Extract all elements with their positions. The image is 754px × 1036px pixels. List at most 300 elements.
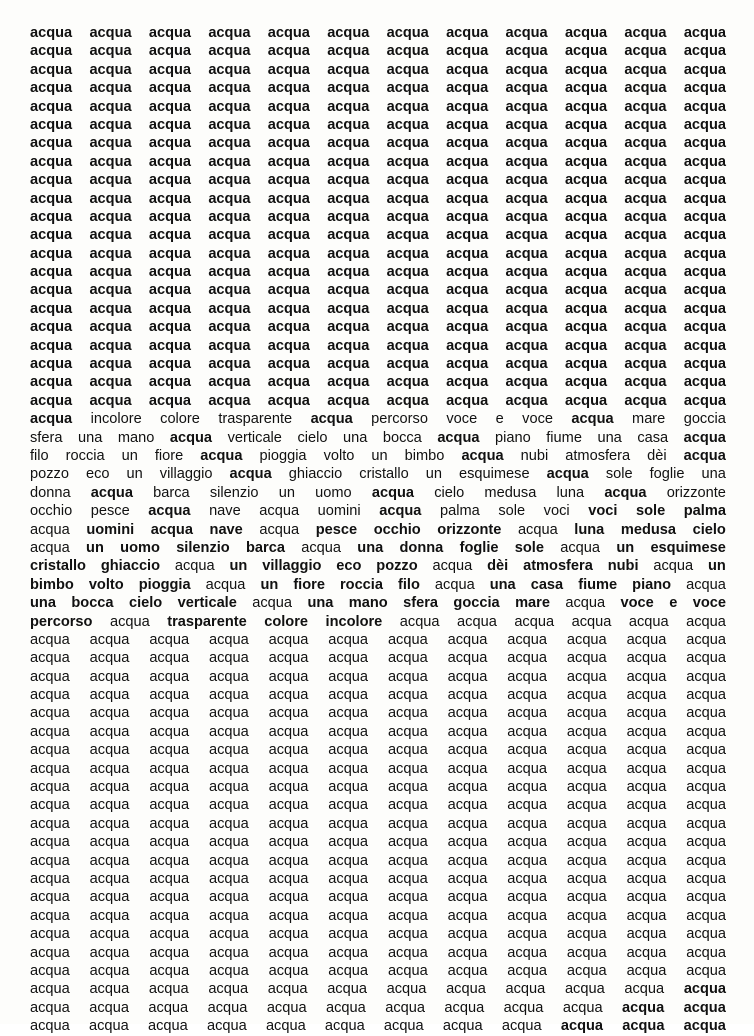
poem-word: acqua	[447, 687, 488, 704]
poem-word: acqua	[326, 999, 366, 1016]
poem-line	[30, 594, 726, 612]
poem-word: acqua	[89, 135, 132, 152]
poem-word: palma	[683, 503, 726, 520]
poem-word: acqua	[626, 852, 667, 869]
poem-word: acqua	[507, 870, 548, 887]
poem-word: nave	[209, 503, 241, 520]
poem-word: fiore	[154, 447, 184, 464]
poem-word: acqua	[89, 705, 130, 722]
poem-word: acqua	[89, 889, 130, 906]
poem-word: acqua	[507, 926, 548, 943]
poem-word: acqua	[174, 558, 215, 575]
poem-word: acqua	[148, 981, 189, 998]
poem-word: acqua	[30, 852, 70, 869]
poem-word: acqua	[89, 907, 130, 924]
poem-word: sole	[498, 503, 526, 520]
poem-word: acqua	[148, 135, 192, 152]
poem-word: acqua	[265, 1018, 306, 1035]
poem-word: una	[357, 539, 384, 556]
poem-word: acqua	[686, 944, 726, 961]
poem-word: acqua	[564, 282, 608, 299]
poem-word: acqua	[686, 797, 726, 814]
poem-word: acqua	[560, 1018, 604, 1035]
poem-word: acqua	[30, 962, 70, 979]
poem-line	[30, 704, 726, 722]
poem-word: eco	[85, 466, 110, 483]
poem-word: acqua	[149, 962, 190, 979]
poem-word: acqua	[148, 319, 192, 336]
poem-word: acqua	[89, 153, 132, 170]
poem-word: acqua	[446, 43, 489, 60]
poem-word: cielo	[434, 484, 465, 501]
poem-word: acqua	[89, 319, 132, 336]
poem-word: acqua	[208, 870, 249, 887]
poem-word: acqua	[683, 135, 726, 152]
poem-word: acqua	[505, 135, 548, 152]
poem-word: acqua	[208, 631, 249, 648]
poem-word: acqua	[324, 1018, 365, 1035]
poem-line	[30, 337, 726, 355]
poem-word: acqua	[327, 981, 367, 998]
poem-word: acqua	[447, 797, 488, 814]
poem-word: acqua	[447, 834, 488, 851]
poem-word: acqua	[268, 631, 309, 648]
poem-word: acqua	[148, 392, 192, 409]
poem-word: acqua	[505, 43, 548, 60]
poem-word: acqua	[148, 98, 192, 115]
poem-word: acqua	[208, 282, 251, 299]
poem-word: acqua	[200, 447, 243, 464]
poem-word: acqua	[208, 356, 251, 373]
poem-word: acqua	[626, 650, 667, 667]
poem-word: acqua	[683, 172, 726, 189]
poem-word: acqua	[89, 742, 130, 759]
poem-word: acqua	[327, 190, 370, 207]
poem-line	[30, 980, 726, 998]
poem-line	[30, 134, 726, 152]
poem-line	[30, 907, 726, 925]
poem-word: acqua	[386, 190, 429, 207]
poem-word: esquimese	[650, 539, 726, 556]
poem-word: acqua	[208, 650, 249, 667]
poem-word: acqua	[148, 503, 191, 520]
poem-word: acqua	[148, 61, 192, 78]
poem-word: acqua	[30, 374, 73, 391]
poem-word: acqua	[148, 999, 189, 1016]
poem-line	[30, 42, 726, 60]
poem-word: acqua	[626, 779, 667, 796]
poem-word: ghiaccio	[288, 466, 343, 483]
poem-word: acqua	[566, 668, 607, 685]
poem-line	[30, 24, 726, 42]
poem-word: acqua	[387, 742, 428, 759]
poem-word: acqua	[208, 227, 251, 244]
poem-word: acqua	[446, 116, 489, 133]
poem-word: acqua	[30, 779, 70, 796]
poem-word: acqua	[268, 705, 309, 722]
poem-word: acqua	[624, 245, 667, 262]
poem-word: acqua	[686, 834, 726, 851]
poem-word: acqua	[327, 319, 370, 336]
poem-word: acqua	[628, 613, 669, 630]
poem-word: acqua	[267, 374, 310, 391]
poem-word: acqua	[89, 282, 132, 299]
poem-word: acqua	[149, 907, 190, 924]
poem-word: voce	[522, 411, 553, 428]
poem-word: medusa	[484, 484, 537, 501]
poem-word: acqua	[624, 116, 667, 133]
poem-word: acqua	[386, 319, 429, 336]
poem-word: acqua	[328, 779, 369, 796]
poem-line	[30, 447, 726, 465]
poem-word: mare	[632, 411, 666, 428]
poem-word: acqua	[686, 613, 726, 630]
poem-word: acqua	[683, 43, 726, 60]
poem-word: acqua	[268, 815, 309, 832]
poem-word: acqua	[327, 98, 370, 115]
poem-word: acqua	[686, 723, 726, 740]
poem-word: acqua	[89, 190, 132, 207]
poem-word: acqua	[447, 705, 488, 722]
poem-word: acqua	[387, 962, 428, 979]
poem-word: acqua	[208, 944, 249, 961]
poem-word: acqua	[30, 944, 70, 961]
poem-word: casa	[637, 429, 669, 446]
poem-word: acqua	[267, 300, 310, 317]
poem-word: acqua	[624, 80, 667, 97]
poem-word: acqua	[386, 208, 429, 225]
poem-word: acqua	[387, 944, 428, 961]
poem-word: acqua	[149, 742, 190, 759]
poem-line	[30, 944, 726, 962]
poem-word: acqua	[30, 870, 70, 887]
poem-word: acqua	[89, 25, 132, 41]
poem-word: acqua	[386, 356, 429, 373]
poem-word: fiume	[578, 576, 618, 593]
poem-word: acqua	[683, 190, 726, 207]
poem-word: acqua	[566, 705, 607, 722]
poem-word: acqua	[626, 926, 667, 943]
poem-word: acqua	[446, 25, 489, 41]
poem-word: acqua	[327, 172, 370, 189]
poem-line	[30, 760, 726, 778]
poem-word: foglie	[459, 539, 499, 556]
poem-word: acqua	[30, 135, 73, 152]
poem-word: acqua	[566, 650, 607, 667]
poem-word: acqua	[327, 282, 370, 299]
poem-word: acqua	[683, 282, 726, 299]
poem-line	[30, 190, 726, 208]
poem-line	[30, 263, 726, 281]
poem-word: acqua	[505, 392, 548, 409]
poem-word: acqua	[208, 25, 251, 41]
poem-word: acqua	[683, 356, 726, 373]
poem-line	[30, 429, 726, 447]
poem-word: acqua	[507, 907, 548, 924]
poem-word: acqua	[30, 61, 73, 78]
poem-word: acqua	[683, 98, 726, 115]
poem-word: fiume	[546, 429, 582, 446]
poem-word: acqua	[447, 668, 488, 685]
poem-word: percorso	[30, 613, 93, 630]
poem-word: acqua	[387, 926, 428, 943]
poem-word: acqua	[89, 43, 132, 60]
poem-word: acqua	[507, 705, 548, 722]
poem-word: acqua	[446, 208, 489, 225]
poem-line	[30, 355, 726, 373]
poem-word: e	[669, 595, 678, 612]
poem-word: trasparente	[167, 613, 247, 630]
poem-word: villaggio	[159, 466, 213, 483]
poem-word: acqua	[268, 870, 309, 887]
poem-word: acqua	[387, 797, 428, 814]
poem-word: acqua	[386, 392, 429, 409]
poem-word: acqua	[328, 668, 369, 685]
poem-word: acqua	[446, 227, 489, 244]
poem-word: donna	[30, 484, 71, 501]
poem-word: sole	[605, 466, 633, 483]
poem-word: acqua	[327, 356, 370, 373]
poem-word: acqua	[507, 742, 548, 759]
poem-word: acqua	[507, 723, 548, 740]
poem-word: una	[701, 466, 726, 483]
poem-word: acqua	[624, 319, 667, 336]
poem-word: acqua	[399, 613, 440, 630]
poem-line	[30, 171, 726, 189]
poem-word: acqua	[564, 319, 608, 336]
poem-word: acqua	[30, 760, 70, 777]
poem-word: acqua	[89, 245, 132, 262]
poem-word: acqua	[229, 466, 272, 483]
poem-word: acqua	[30, 264, 73, 281]
poem-word: acqua	[30, 245, 73, 262]
poem-word: acqua	[327, 208, 370, 225]
poem-word: acqua	[89, 227, 132, 244]
poem-line	[30, 484, 726, 502]
poem-word: acqua	[208, 245, 251, 262]
poem-word: acqua	[268, 760, 309, 777]
poem-word: acqua	[208, 153, 251, 170]
poem-word: eco	[336, 558, 362, 575]
poem-word: silenzio	[176, 539, 230, 556]
poem-word: un	[121, 447, 138, 464]
poem-word: piano	[632, 576, 672, 593]
poem-word: acqua	[447, 889, 488, 906]
poem-word: acqua	[89, 926, 130, 943]
poem-word: acqua	[208, 61, 251, 78]
poem-word: pesce	[90, 503, 130, 520]
poem-word: sole	[514, 539, 544, 556]
poem-word: acqua	[327, 264, 370, 281]
poem-word: acqua	[89, 650, 130, 667]
poem-word: acqua	[566, 926, 607, 943]
poem-word: acqua	[327, 337, 370, 354]
poem-word: acqua	[387, 760, 428, 777]
poem-word: acqua	[208, 907, 249, 924]
poem-word: acqua	[564, 98, 608, 115]
poem-word: acqua	[571, 411, 614, 428]
poem-word: acqua	[457, 613, 497, 630]
poem-word: acqua	[686, 779, 726, 796]
poem-word: acqua	[327, 374, 370, 391]
poem-word: acqua	[208, 834, 249, 851]
poem-word: acqua	[149, 852, 190, 869]
poem-word: acqua	[387, 668, 428, 685]
poem-word: acqua	[327, 116, 370, 133]
poem-word: acqua	[267, 116, 310, 133]
poem-word: acqua	[447, 631, 488, 648]
poem-word: acqua	[327, 392, 370, 409]
poem-word: acqua	[328, 907, 369, 924]
poem-word: acqua	[505, 208, 548, 225]
poem-word: acqua	[328, 834, 369, 851]
poem-word: acqua	[301, 539, 341, 556]
poem-word: acqua	[89, 337, 132, 354]
poem-word: un	[229, 558, 248, 575]
poem-word: acqua	[267, 337, 310, 354]
poem-line	[30, 373, 726, 391]
poem-word: acqua	[268, 797, 309, 814]
poem-word: acqua	[507, 687, 548, 704]
poem-word: acqua	[89, 723, 130, 740]
poem-word: acqua	[564, 356, 608, 373]
poem-word: acqua	[447, 852, 488, 869]
poem-word: fiore	[293, 576, 325, 593]
poem-word: acqua	[30, 190, 73, 207]
poem-word: acqua	[148, 356, 192, 373]
poem-word: acqua	[267, 25, 310, 41]
poem-word: nubi	[607, 558, 639, 575]
poem-word: acqua	[564, 374, 608, 391]
poem-word: acqua	[89, 999, 129, 1016]
poem-line	[30, 888, 726, 906]
poem-line	[30, 116, 726, 134]
poem-word: acqua	[686, 631, 726, 648]
poem-word: uomo	[315, 484, 352, 501]
poem-word: acqua	[505, 25, 548, 41]
poem-word: cielo	[297, 429, 328, 446]
poem-word: barca	[153, 484, 190, 501]
poem-line	[30, 521, 726, 539]
poem-word: acqua	[268, 834, 309, 851]
poem-word: acqua	[328, 760, 369, 777]
poem-word: acqua	[566, 962, 607, 979]
poem-word: acqua	[505, 61, 548, 78]
poem-word: dèi	[647, 447, 667, 464]
poem-word: acqua	[571, 613, 612, 630]
poem-word: acqua	[626, 631, 667, 648]
poem-word: acqua	[150, 521, 193, 538]
poem-word: acqua	[686, 889, 726, 906]
poem-word: acqua	[503, 999, 544, 1016]
poem-word: acqua	[328, 723, 369, 740]
poem-word: acqua	[30, 650, 70, 667]
poem-word: acqua	[327, 227, 370, 244]
poem-word: acqua	[328, 870, 369, 887]
poem-word: acqua	[683, 374, 726, 391]
poem-word: acqua	[686, 576, 726, 593]
poem-word: acqua	[208, 264, 251, 281]
poem-word: acqua	[505, 374, 548, 391]
poem-word: acqua	[328, 687, 369, 704]
poem-word: acqua	[442, 1018, 483, 1035]
poem-line	[30, 98, 726, 116]
poem-word: acqua	[626, 797, 667, 814]
poem-word: cielo	[128, 595, 163, 612]
poem-line	[30, 723, 726, 741]
poem-word: acqua	[686, 705, 726, 722]
poem-word: acqua	[387, 631, 428, 648]
poem-word: acqua	[505, 356, 548, 373]
poem-word: acqua	[624, 172, 667, 189]
poem-word: un	[278, 484, 295, 501]
poem-line	[30, 613, 726, 631]
poem-word: acqua	[327, 80, 370, 97]
poem-word: acqua	[208, 43, 251, 60]
poem-word: acqua	[208, 190, 251, 207]
poem-word: acqua	[386, 374, 429, 391]
poem-word: una	[30, 595, 56, 612]
poem-word: acqua	[268, 723, 309, 740]
poem-word: acqua	[89, 944, 130, 961]
poem-word: donna	[399, 539, 444, 556]
poem-word: acqua	[252, 595, 293, 612]
poem-word: acqua	[447, 944, 488, 961]
poem-word: acqua	[566, 815, 607, 832]
poem-word: acqua	[564, 153, 608, 170]
poem-word: acqua	[30, 43, 73, 60]
poem-word: acqua	[327, 153, 370, 170]
poem-word: acqua	[446, 282, 489, 299]
poem-line	[30, 61, 726, 79]
poem-word: acqua	[267, 80, 310, 97]
poem-word: acqua	[148, 25, 192, 41]
poem-word: occhio	[30, 503, 73, 520]
poem-word: acqua	[387, 834, 428, 851]
poem-word: acqua	[89, 80, 132, 97]
poem-word: acqua	[268, 687, 309, 704]
poem-word: un	[371, 447, 388, 464]
poem-word: acqua	[148, 337, 192, 354]
poem-word: acqua	[626, 760, 667, 777]
poem-word: acqua	[566, 797, 607, 814]
poem-word: acqua	[30, 687, 70, 704]
poem-line	[30, 796, 726, 814]
poem-word: acqua	[268, 742, 309, 759]
poem-word: una	[77, 429, 103, 446]
poem-word: percorso	[371, 411, 428, 428]
poem-word: acqua	[683, 208, 726, 225]
poem-word: acqua	[328, 944, 369, 961]
poem-word: acqua	[446, 356, 489, 373]
poem-word: un	[260, 576, 279, 593]
poem-word: acqua	[89, 687, 130, 704]
poem-word: acqua	[683, 1018, 726, 1035]
poem-word: acqua	[149, 687, 190, 704]
poem-word: filo	[30, 447, 49, 464]
poem-word: acqua	[267, 172, 310, 189]
poem-word: acqua	[446, 319, 489, 336]
poem-word: sfera	[403, 595, 439, 612]
poem-word: acqua	[446, 392, 489, 409]
poem-word: acqua	[89, 760, 130, 777]
poem-word: acqua	[387, 687, 428, 704]
poem-word: acqua	[683, 25, 726, 41]
poem-word: acqua	[683, 981, 726, 998]
poem-word: acqua	[208, 981, 249, 998]
poem-word: acqua	[624, 135, 667, 152]
poem-word: una	[597, 429, 622, 446]
